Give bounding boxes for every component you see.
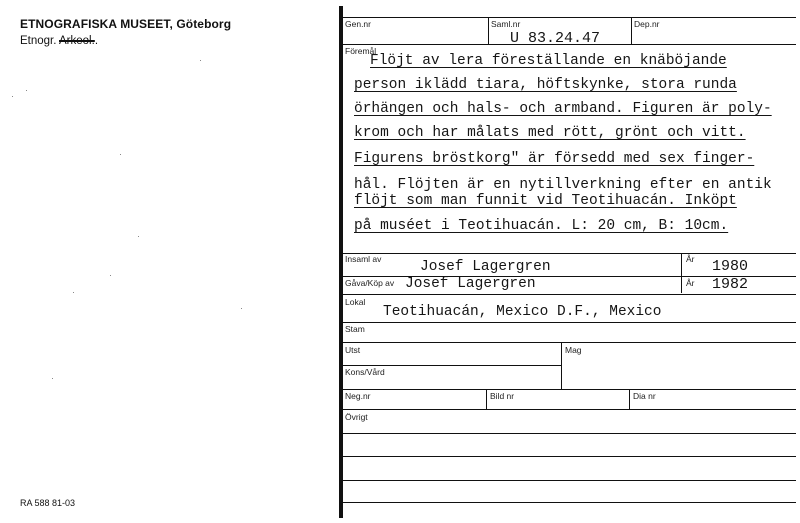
stam-label: Stam <box>345 324 365 334</box>
department-line <box>20 35 98 47</box>
description-line: krom och har målats med rött, grönt och vitt. <box>354 125 746 141</box>
department-struck: Arkeol. <box>59 35 95 47</box>
ar-label-insaml: År <box>686 254 695 264</box>
dep-nr-label: Dep.nr <box>634 19 660 29</box>
insaml-av-label: Insaml av <box>345 254 382 264</box>
insaml-ar-value: 1980 <box>712 258 749 275</box>
gen-nr-label: Gen.nr <box>345 19 371 29</box>
department-prefix: Etnogr. <box>20 35 57 47</box>
gava-ar-value: 1982 <box>712 276 749 293</box>
gava-kop-av-value: Josef Lagergren <box>405 276 536 292</box>
insaml-av-value: Josef Lagergren <box>420 259 551 275</box>
saml-nr-value: U 83.24.47 <box>510 30 601 47</box>
gava-kop-av-label: Gåva/Köp av <box>345 278 395 288</box>
museum-name: ETNOGRAFISKA MUSEET, Göteborg <box>20 17 232 31</box>
foremal-label: Föremål <box>345 46 377 56</box>
ovrigt-label: Övrigt <box>345 412 368 422</box>
department-suffix: . <box>94 35 99 47</box>
description-line: hål. Flöjten är en nytillverkning efter en antik <box>354 177 772 193</box>
saml-nr-label: Saml.nr <box>491 19 521 29</box>
utst-label: Utst <box>345 345 361 355</box>
form-code: RA 588 81-03 <box>20 498 76 508</box>
lokal-value: Teotihuacán, Mexico D.F., Mexico <box>383 304 662 320</box>
description-line: örhängen och hals- och armband. Figuren är poly- <box>354 101 772 117</box>
ar-label-gava: År <box>686 278 695 288</box>
dia-nr-label: Dia nr <box>633 391 656 401</box>
description-line: person iklädd tiara, höftskynke, stora runda <box>354 77 737 93</box>
description-line: flöjt som man funnit vid Teotihuacán. Inköpt <box>354 193 737 209</box>
kons-vard-label: Kons/Vård <box>345 367 385 377</box>
mag-label: Mag <box>565 345 582 355</box>
description-line: på muséet i Teotihuacán. L: 20 cm, B: 10cm. <box>354 218 729 234</box>
description-line: Figurens bröstkorg" är försedd med sex finger- <box>354 151 755 167</box>
neg-nr-label: Neg.nr <box>345 391 371 401</box>
lokal-label: Lokal <box>345 297 366 307</box>
description-line: Flöjt av lera föreställande en knäböjande <box>370 53 727 69</box>
bild-nr-label: Bild nr <box>490 391 515 401</box>
